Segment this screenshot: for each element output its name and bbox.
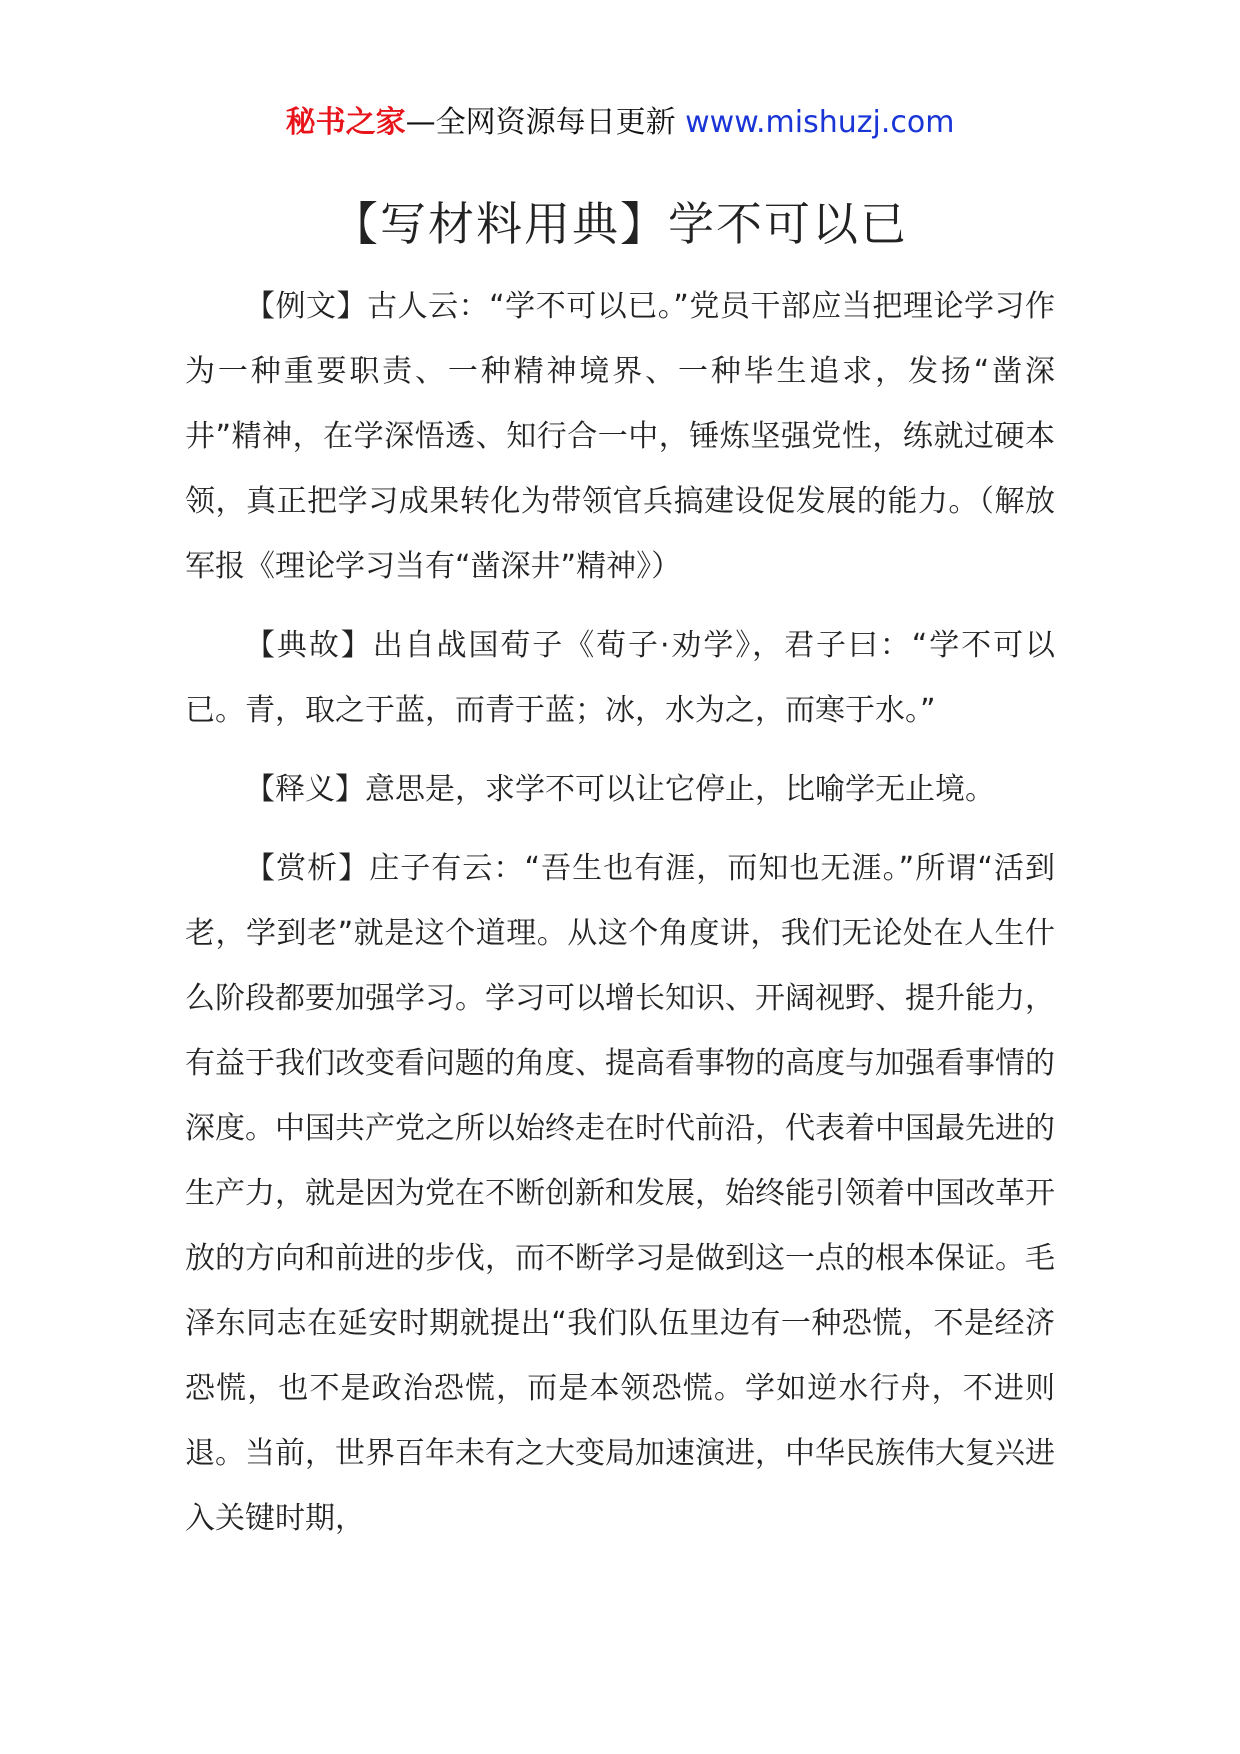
paragraph-example bbox=[185, 274, 1055, 599]
section-label: 【赏析】 bbox=[245, 851, 370, 886]
section-text: 意思是，求学不可以让它停止，比喻学无止境。 bbox=[365, 772, 995, 807]
section-text: 古人云：“学不可以已。”党员干部应当把理论学习作为一种重要职责、一种精神境界、一种毕生追求，发扬“凿深井”精神，在学深悟透、知行合一中，锤炼坚强党性，练就过硬本领，真正把学习成果转化为带领官兵搞建设促发展的能力。（解放军报《理论学习当有“凿深井”精神》） bbox=[185, 289, 1055, 584]
article-body bbox=[185, 274, 1055, 1565]
site-header bbox=[0, 98, 1240, 148]
section-text: 庄子有云：“吾生也有涯，而知也无涯。”所谓“活到老，学到老”就是这个道理。从这个角度讲，我们无论处在人生什么阶段都要加强学习。学习可以增长知识、开阔视野、提升能力，有益于我们改变看问题的角度、提高看事物的高度与加强看事情的深度。中国共产党之所以始终走在时代前沿，代表着中国最先进的生产力，就是因为党在不断创新和发展，始终能引领着中国改革开放的方向和前进的步伐，而不断学习是做到这一点的根本保证。毛泽东同志在延安时期就提出“我们队伍里边有一种恐慌，不是经济恐慌，也不是政治恐慌，而是本领恐慌。学如逆水行舟，不进则退。当前，世界百年未有之大变局加速演进，中华民族伟大复兴进入关键时期， bbox=[185, 851, 1055, 1536]
section-text: 出自战国荀子《荀子·劝学》，君子曰：“学不可以已。青，取之于蓝，而青于蓝；冰，水为之，而寒于水。” bbox=[185, 628, 1056, 728]
page-title: 【写材料用典】学不可以已 bbox=[332, 197, 908, 251]
paragraph-meaning bbox=[185, 757, 1055, 822]
section-label: 【典故】 bbox=[245, 628, 373, 663]
paragraph-allusion bbox=[185, 613, 1055, 743]
section-label: 【例文】 bbox=[245, 289, 368, 324]
section-label: 【释义】 bbox=[245, 772, 365, 807]
brand-name: 秘书之家 bbox=[285, 105, 406, 140]
header-slogan: —全网资源每日更新 bbox=[405, 105, 686, 140]
site-url-link[interactable]: www.mishuzj.com bbox=[685, 105, 955, 140]
paragraph-analysis bbox=[185, 836, 1055, 1551]
